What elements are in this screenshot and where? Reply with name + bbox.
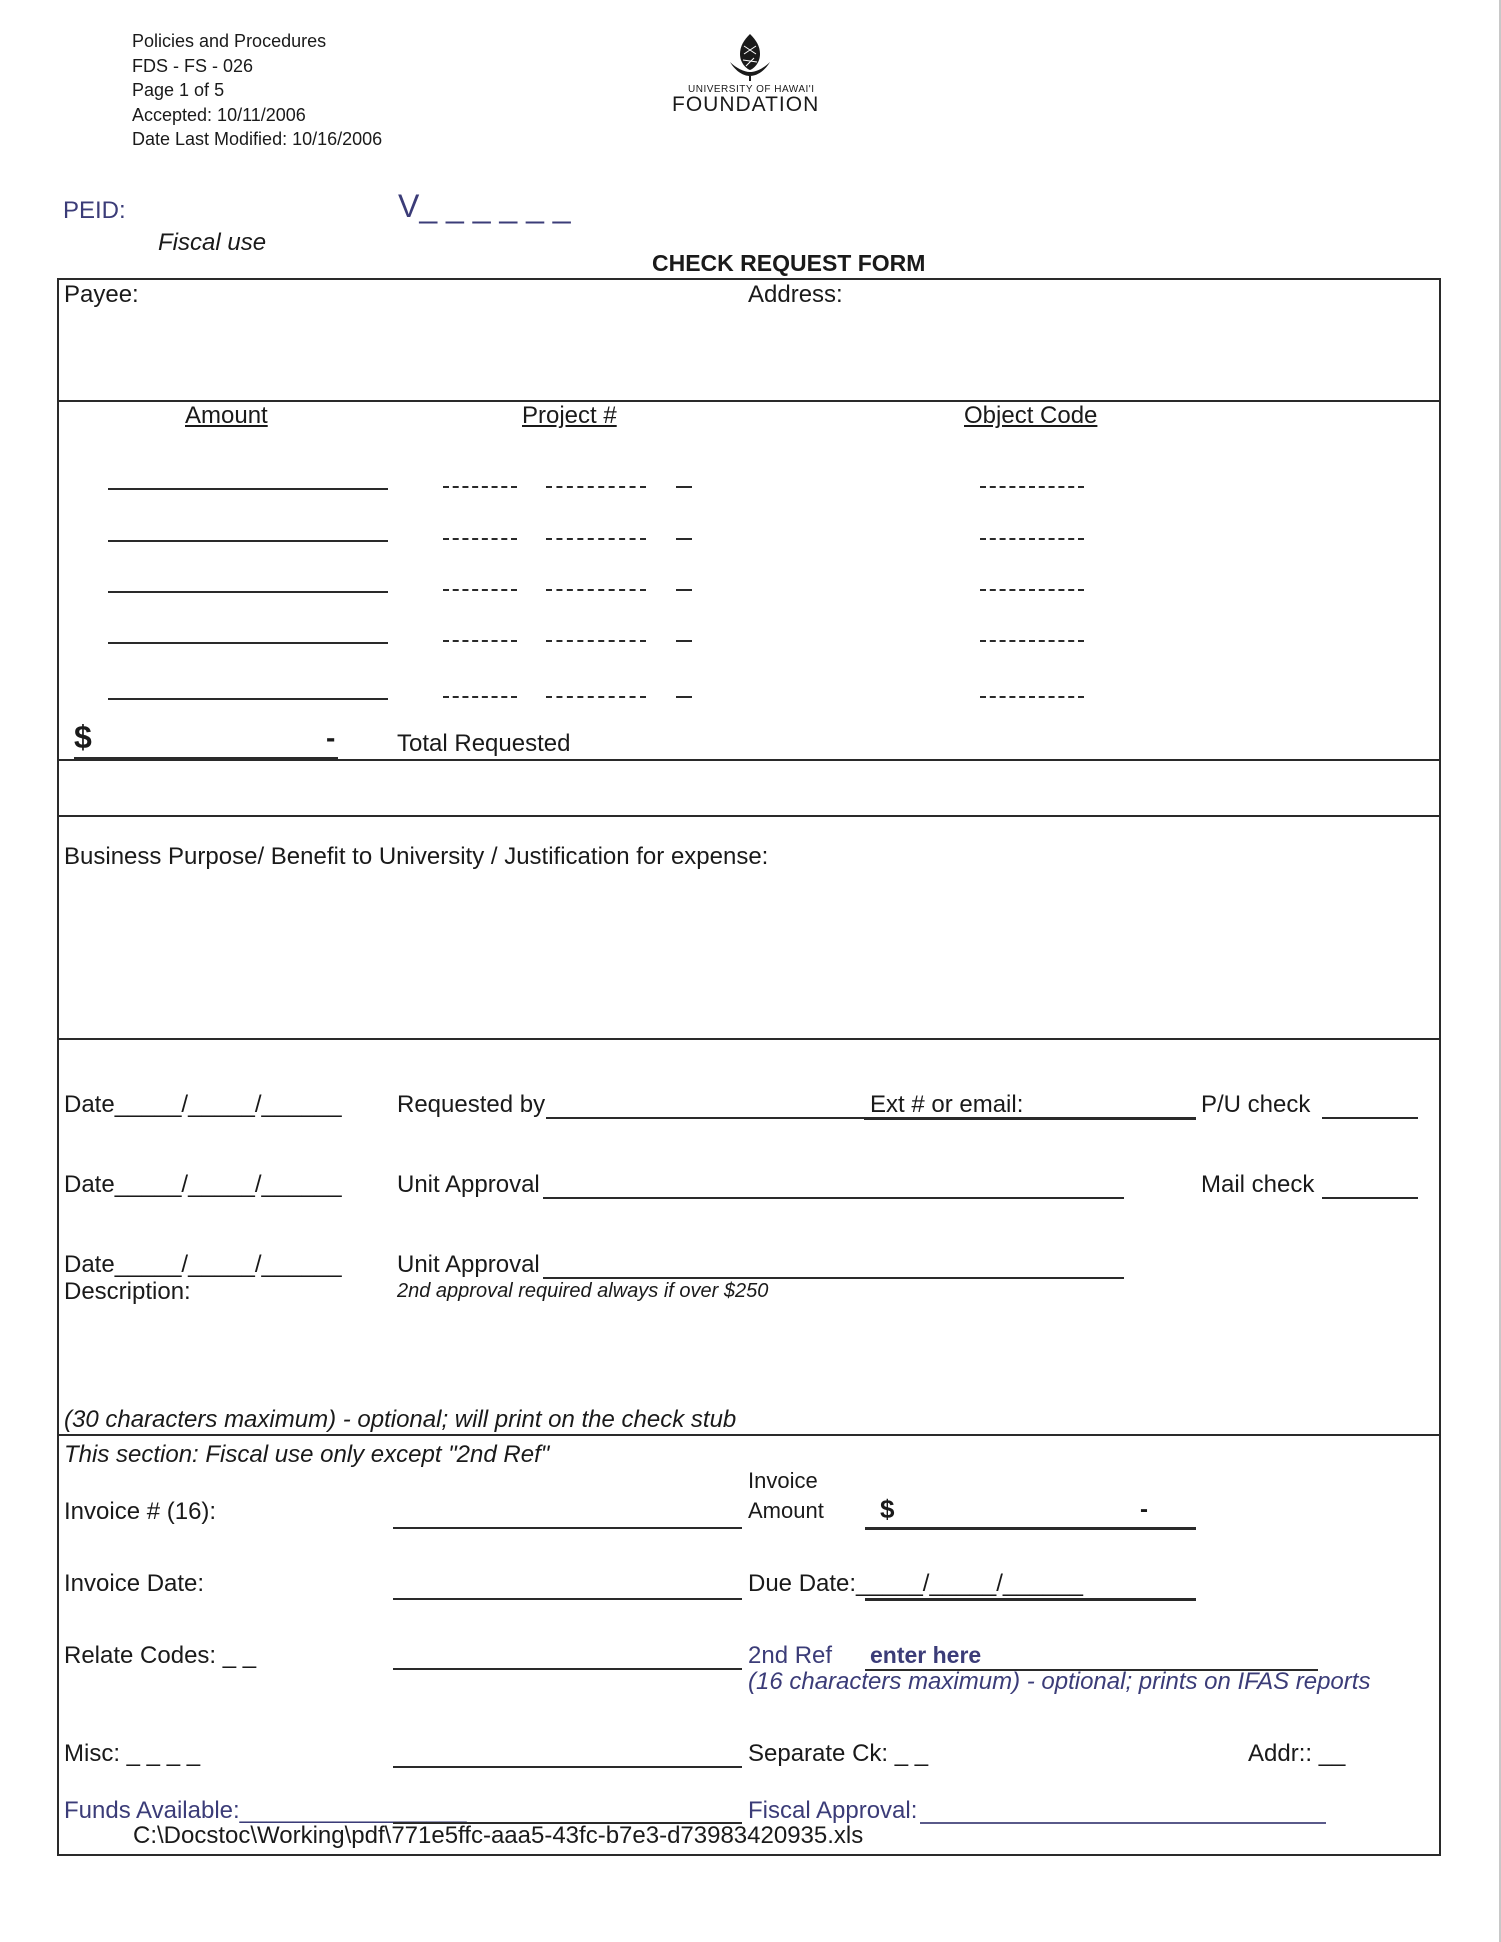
requested-by-label: Requested by xyxy=(397,1091,546,1118)
unit-approval-label-2: Unit Approval xyxy=(397,1251,540,1278)
project-seg-b-2[interactable] xyxy=(546,538,646,540)
funds-available-label: Funds Available:_________________ xyxy=(64,1797,467,1824)
project-seg-a-3[interactable] xyxy=(443,589,517,591)
object-code-line-5[interactable] xyxy=(980,696,1084,698)
column-header-amount: Amount xyxy=(185,402,268,429)
divider-spacer xyxy=(58,815,1440,817)
divider-purpose xyxy=(58,1038,1440,1040)
project-seg-a-2[interactable] xyxy=(443,538,517,540)
fiscal-section-note: This section: Fiscal use only except "2nd Ref" xyxy=(64,1441,550,1468)
divider-total xyxy=(58,759,1440,761)
separate-check-label: Separate Ck: _ _ xyxy=(748,1740,929,1767)
form-frame xyxy=(57,278,1441,1856)
project-seg-c-5[interactable] xyxy=(676,696,692,698)
logo-foundation-text: FOUNDATION xyxy=(672,93,820,116)
second-approval-note: 2nd approval required always if over $250 xyxy=(397,1280,769,1302)
invoice-date-line[interactable] xyxy=(393,1598,742,1600)
invoice-number-label: Invoice # (16): xyxy=(64,1498,217,1525)
payee-label: Payee: xyxy=(64,281,139,308)
misc-label: Misc: _ _ _ _ xyxy=(64,1740,201,1767)
unit-approval-label-1: Unit Approval xyxy=(397,1171,540,1198)
project-seg-c-2[interactable] xyxy=(676,538,692,540)
invoice-amount-label xyxy=(748,1466,824,1526)
amount-line-5[interactable] xyxy=(108,698,388,700)
description-note: (30 characters maximum) - optional; will print on the check stub xyxy=(64,1406,737,1433)
project-seg-a-1[interactable] xyxy=(443,486,517,488)
relate-codes-line[interactable] xyxy=(393,1668,742,1670)
object-code-line-3[interactable] xyxy=(980,589,1084,591)
ext-email-label: Ext # or email: xyxy=(870,1091,1024,1118)
header-line-accepted: Accepted: 10/11/2006 xyxy=(132,104,306,125)
misc-line[interactable] xyxy=(393,1766,742,1768)
pu-check-label: P/U check xyxy=(1201,1091,1311,1118)
address-label: Address: xyxy=(748,281,843,308)
mail-check-label: Mail check xyxy=(1201,1171,1315,1198)
second-ref-input[interactable]: enter here xyxy=(870,1642,982,1668)
logo-university-text: UNIVERSITY OF HAWAI'I xyxy=(688,84,815,95)
second-ref-note: (16 characters maximum) - optional; prints on IFAS reports xyxy=(748,1668,1371,1695)
vendor-id-prefix: V_ _ _ _ _ _ xyxy=(398,188,571,224)
header-line-policies: Policies and Procedures xyxy=(132,31,327,51)
project-seg-b-4[interactable] xyxy=(546,640,646,642)
object-code-line-1[interactable] xyxy=(980,486,1084,488)
unit-approval-line-1[interactable] xyxy=(543,1197,1124,1199)
fiscal-use-label: Fiscal use xyxy=(158,229,267,256)
fiscal-approval-label: Fiscal Approval: xyxy=(748,1797,918,1824)
project-seg-a-5[interactable] xyxy=(443,696,517,698)
invoice-amount-label-line1: Invoice xyxy=(748,1468,818,1493)
addr-label: Addr:: __ xyxy=(1248,1740,1346,1767)
project-seg-c-4[interactable] xyxy=(676,640,692,642)
fiscal-approval-line[interactable] xyxy=(920,1822,1326,1824)
invoice-date-label: Invoice Date: xyxy=(64,1570,205,1597)
column-header-object-code: Object Code xyxy=(964,402,1098,429)
due-date-line[interactable] xyxy=(865,1598,1196,1601)
unit-approval-date-2[interactable]: Date_____/_____/______ xyxy=(64,1251,342,1278)
header-line-page: Page 1 of 5 xyxy=(132,80,225,100)
file-path: C:\Docstoc\Working\pdf\771e5ffc-aaa5-43fc-b7e3-d73983420935.xls xyxy=(133,1822,864,1849)
invoice-amount-label-line2: Amount xyxy=(748,1498,824,1523)
document-header xyxy=(132,29,382,152)
second-ref-label: 2nd Ref xyxy=(748,1642,833,1669)
total-dollar-sign: $ xyxy=(74,719,92,755)
amount-line-4[interactable] xyxy=(108,642,388,644)
project-seg-b-1[interactable] xyxy=(546,486,646,488)
pinecone-emblem-icon xyxy=(660,32,840,82)
column-header-project: Project # xyxy=(522,402,617,429)
project-seg-a-4[interactable] xyxy=(443,640,517,642)
ext-email-line[interactable] xyxy=(864,1117,1196,1120)
request-date-field[interactable]: Date_____/_____/______ xyxy=(64,1091,342,1118)
invoice-dash: - xyxy=(1140,1496,1148,1523)
total-dash: - xyxy=(326,722,336,753)
object-code-line-2[interactable] xyxy=(980,538,1084,540)
total-requested-label: Total Requested xyxy=(397,730,571,757)
relate-codes-label: Relate Codes: _ _ xyxy=(64,1642,257,1669)
business-purpose-label: Business Purpose/ Benefit to University / Justification for expense: xyxy=(64,843,769,870)
mail-check-line[interactable] xyxy=(1322,1197,1418,1199)
amount-line-1[interactable] xyxy=(108,488,388,490)
invoice-amount-line[interactable] xyxy=(865,1527,1196,1530)
object-code-line-4[interactable] xyxy=(980,640,1084,642)
divider-approvals xyxy=(58,1434,1440,1436)
requested-by-line[interactable] xyxy=(546,1117,864,1119)
header-line-modified: Date Last Modified: 10/16/2006 xyxy=(132,129,383,149)
invoice-dollar-sign: $ xyxy=(880,1494,895,1524)
header-line-doc-id: FDS - FS - 026 xyxy=(132,55,254,76)
pu-check-line[interactable] xyxy=(1322,1117,1418,1119)
project-seg-b-3[interactable] xyxy=(546,589,646,591)
foundation-logo xyxy=(660,32,840,122)
due-date-field[interactable]: Due Date:_____/_____/______ xyxy=(748,1570,1083,1597)
amount-line-2[interactable] xyxy=(108,540,388,542)
description-label: Description: xyxy=(64,1278,191,1305)
amount-line-3[interactable] xyxy=(108,591,388,593)
project-seg-b-5[interactable] xyxy=(546,696,646,698)
project-seg-c-1[interactable] xyxy=(676,486,692,488)
unit-approval-date-1[interactable]: Date_____/_____/______ xyxy=(64,1171,342,1198)
invoice-number-line[interactable] xyxy=(393,1527,742,1529)
unit-approval-line-2[interactable] xyxy=(543,1277,1124,1279)
peid-label: PEID: xyxy=(63,197,126,224)
form-title: CHECK REQUEST FORM xyxy=(652,250,926,276)
project-seg-c-3[interactable] xyxy=(676,589,692,591)
